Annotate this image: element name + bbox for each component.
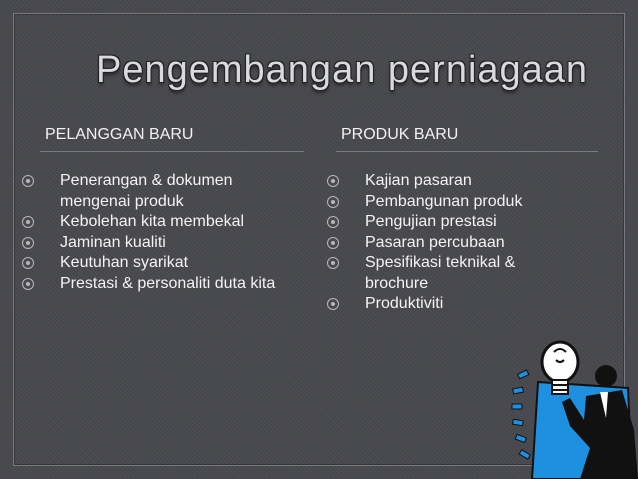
list-item-text: Spesifikasi teknikal & brochure xyxy=(365,254,516,292)
list-item-text: Pasaran percubaan xyxy=(365,233,505,251)
left-column-list xyxy=(22,171,292,294)
left-column-divider xyxy=(40,151,304,152)
list-item-text: Penerangan & dokumen mengenai produk xyxy=(60,172,233,210)
right-column-divider xyxy=(336,151,598,152)
list-item xyxy=(22,171,292,212)
list-item-text: Jaminan kualiti xyxy=(60,233,166,251)
left-column-heading: PELANGGAN BARU xyxy=(45,126,194,143)
list-item xyxy=(327,253,567,294)
list-item xyxy=(22,274,292,295)
list-item xyxy=(22,253,292,274)
bullet-icon xyxy=(327,298,339,310)
bullet-icon xyxy=(22,237,34,249)
list-item-text: Kajian pasaran xyxy=(365,172,472,189)
list-item xyxy=(327,212,567,233)
list-item-text: Produktiviti xyxy=(365,295,444,312)
bullet-icon xyxy=(327,175,339,187)
list-item xyxy=(22,212,292,233)
bullet-icon xyxy=(327,196,339,208)
bullet-icon xyxy=(22,257,34,269)
right-column-list xyxy=(327,171,567,315)
bullet-icon xyxy=(327,257,339,269)
bullet-icon xyxy=(327,216,339,228)
list-item-text: Prestasi & personaliti duta kita xyxy=(60,274,276,292)
bullet-icon xyxy=(22,216,34,228)
bullet-icon xyxy=(22,278,34,290)
right-column-heading: PRODUK BARU xyxy=(341,126,459,143)
list-item-text: Keutuhan syarikat xyxy=(60,254,189,271)
list-item xyxy=(327,192,567,213)
list-item xyxy=(327,233,567,254)
lightbulb-idea-icon xyxy=(510,330,638,479)
slide-title: Pengembangan perniagaan xyxy=(96,49,589,91)
list-item-text: Kebolehan kita membekal xyxy=(60,213,245,230)
list-item xyxy=(22,233,292,254)
list-item-text: Pembangunan produk xyxy=(365,192,523,210)
list-item xyxy=(327,171,567,192)
list-item-text: Pengujian prestasi xyxy=(365,213,497,230)
bullet-icon xyxy=(22,175,34,187)
bullet-icon xyxy=(327,237,339,249)
list-item xyxy=(327,294,567,315)
